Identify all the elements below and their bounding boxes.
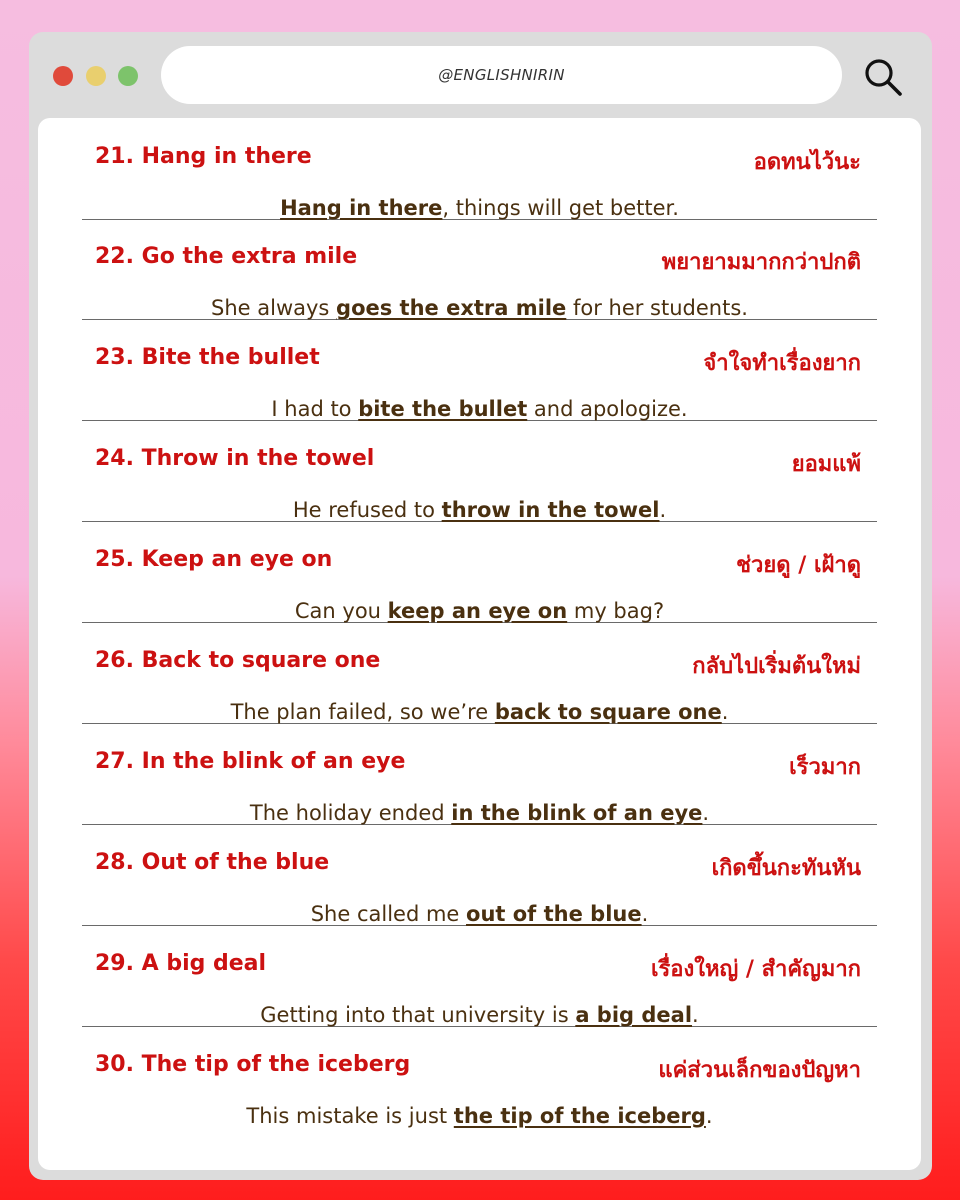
idiom-phrase: 21. Hang in there <box>95 144 312 169</box>
minimize-window-dot[interactable] <box>86 66 106 86</box>
example-after: and apologize. <box>527 397 688 421</box>
example-after: . <box>702 801 710 825</box>
idiom-phrase: 25. Keep an eye on <box>95 547 333 572</box>
idiom-thai-meaning: แค่ส่วนเล็กของปัญหา <box>658 1058 861 1083</box>
example-sentence <box>82 599 877 623</box>
example-after: . <box>692 1003 699 1027</box>
idiom-entry <box>82 319 877 421</box>
example-before: I had to <box>271 397 359 421</box>
example-sentence <box>82 902 877 926</box>
idiom-thai-meaning: เรื่องใหญ่ / สำคัญมาก <box>650 957 861 982</box>
example-sentence <box>82 296 877 320</box>
idiom-thai-meaning: ช่วยดู / เฝ้าดู <box>736 553 861 578</box>
close-window-dot[interactable] <box>53 66 73 86</box>
example-highlight: in the blink of an eye <box>451 801 703 825</box>
idiom-entry <box>82 118 877 220</box>
content-panel <box>38 118 921 1170</box>
idiom-phrase: 27. In the blink of an eye <box>95 749 406 774</box>
example-highlight: Hang in there <box>280 196 443 220</box>
example-after: for her students. <box>566 296 748 320</box>
address-bar[interactable] <box>161 46 842 104</box>
idiom-thai-meaning: กลับไปเริ่มต้นใหม่ <box>692 654 861 679</box>
idiom-thai-meaning: จำใจทำเรื่องยาก <box>703 351 861 376</box>
idiom-entry <box>82 521 877 623</box>
idiom-phrase: 30. The tip of the iceberg <box>95 1052 411 1077</box>
example-highlight: bite the bullet <box>358 397 528 421</box>
example-highlight: goes the extra mile <box>336 296 567 320</box>
example-before: He refused to <box>292 498 442 522</box>
example-sentence <box>82 1003 877 1027</box>
example-highlight: back to square one <box>494 700 722 724</box>
example-before: She always <box>211 296 337 320</box>
example-sentence <box>82 1104 877 1128</box>
example-highlight: the tip of the iceberg <box>453 1104 706 1128</box>
example-sentence <box>82 801 877 825</box>
example-after: . <box>705 1104 713 1128</box>
idiom-phrase: 24. Throw in the towel <box>95 446 375 471</box>
example-sentence <box>82 498 877 522</box>
example-before: The holiday ended <box>249 801 452 825</box>
example-after: . <box>641 902 649 926</box>
idiom-phrase: 23. Bite the bullet <box>95 345 320 370</box>
idiom-entry <box>82 622 877 724</box>
example-before: The plan failed, so we’re <box>230 700 495 724</box>
maximize-window-dot[interactable] <box>118 66 138 86</box>
example-highlight: keep an eye on <box>387 599 568 623</box>
idiom-entry <box>82 925 877 1027</box>
example-sentence <box>82 196 877 220</box>
idiom-entry <box>82 420 877 522</box>
idiom-thai-meaning: เร็วมาก <box>789 755 861 780</box>
idiom-entry <box>82 723 877 825</box>
idiom-phrase: 29. A big deal <box>95 951 267 976</box>
example-after: . <box>659 498 667 522</box>
example-highlight: throw in the towel <box>441 498 660 522</box>
idiom-thai-meaning: เกิดขึ้นกะทันหัน <box>711 856 861 881</box>
example-after: , things will get better. <box>442 196 679 220</box>
example-before: Can you <box>294 599 388 623</box>
example-before: Getting into that university is <box>260 1003 576 1027</box>
idiom-thai-meaning: ยอมแพ้ <box>791 452 861 477</box>
idiom-phrase: 22. Go the extra mile <box>95 244 358 269</box>
search-icon[interactable] <box>862 56 904 98</box>
idiom-thai-meaning: อดทนไว้นะ <box>753 150 861 175</box>
example-before: This mistake is just <box>246 1104 454 1128</box>
example-sentence <box>82 700 877 724</box>
idiom-phrase: 26. Back to square one <box>95 648 381 673</box>
address-text: @ENGLISHNIRIN <box>438 66 565 84</box>
idiom-thai-meaning: พยายามมากกว่าปกติ <box>661 250 861 275</box>
example-sentence <box>82 397 877 421</box>
example-highlight: a big deal <box>575 1003 693 1027</box>
idiom-phrase: 28. Out of the blue <box>95 850 330 875</box>
idiom-entry <box>82 218 877 320</box>
example-after: my bag? <box>567 599 665 623</box>
idiom-entry <box>82 824 877 926</box>
example-highlight: out of the blue <box>466 902 642 926</box>
example-before: She called me <box>310 902 467 926</box>
idiom-entry <box>82 1026 877 1127</box>
example-after: . <box>721 700 729 724</box>
